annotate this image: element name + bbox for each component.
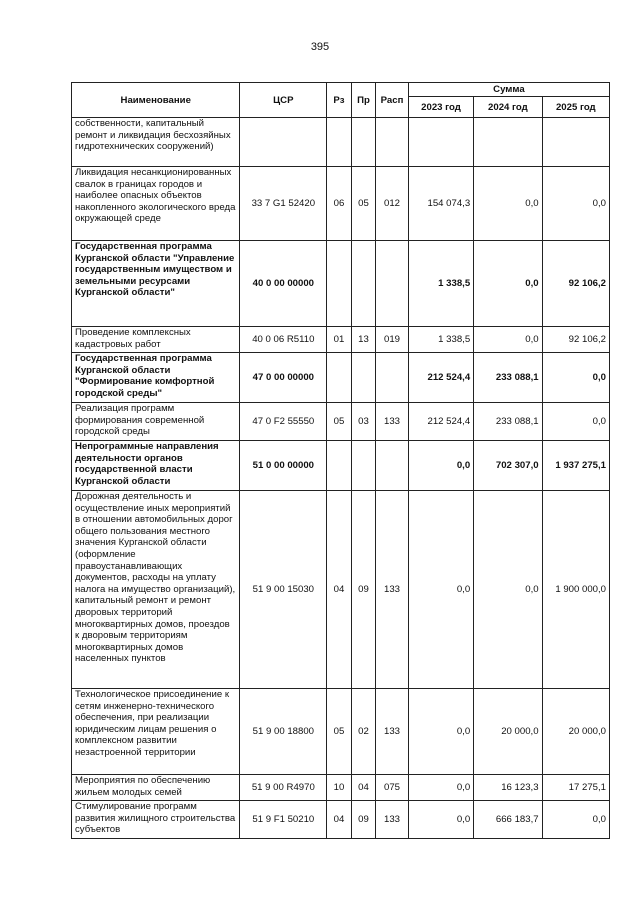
row-rz: 10 — [327, 775, 352, 801]
row-2025: 92 106,2 — [542, 241, 609, 327]
row-2023: 212 524,4 — [408, 353, 473, 403]
row-2024: 0,0 — [474, 167, 542, 241]
table-row — [72, 801, 610, 839]
row-pr: 09 — [351, 801, 376, 839]
row-2025: 0,0 — [542, 801, 609, 839]
row-2024: 233 088,1 — [474, 353, 542, 403]
row-2023: 0,0 — [408, 801, 473, 839]
row-name: собственности, капитальный ремонт и ликвидация бесхозяйных гидротехнических сооружений) — [72, 118, 240, 167]
row-pr — [351, 353, 376, 403]
row-name: Реализация программ формирования современной городской среды — [72, 403, 240, 441]
row-csr — [240, 118, 327, 167]
row-rasp: 133 — [376, 801, 409, 839]
row-rasp — [376, 441, 409, 491]
row-pr — [351, 118, 376, 167]
row-2025: 92 106,2 — [542, 327, 609, 353]
page-number: 395 — [310, 41, 330, 53]
row-2024: 20 000,0 — [474, 689, 542, 775]
row-name: Государственная программа Курганской области "Формирование комфортной городской среды" — [72, 353, 240, 403]
row-csr: 51 0 00 00000 — [240, 441, 327, 491]
row-2025 — [542, 118, 609, 167]
row-2024: 0,0 — [474, 491, 542, 689]
table-row — [72, 118, 610, 167]
header-pr: Пр — [351, 83, 376, 118]
table-row — [72, 353, 610, 403]
row-name: Мероприятия по обеспечению жильем молодых семей — [72, 775, 240, 801]
row-2025: 17 275,1 — [542, 775, 609, 801]
row-csr: 40 0 06 R5110 — [240, 327, 327, 353]
row-rz: 05 — [327, 689, 352, 775]
header-2024: 2024 год — [474, 97, 542, 118]
table-row — [72, 403, 610, 441]
row-rz: 06 — [327, 167, 352, 241]
row-csr: 51 9 00 15030 — [240, 491, 327, 689]
row-2023: 212 524,4 — [408, 403, 473, 441]
row-2025: 0,0 — [542, 353, 609, 403]
table-row — [72, 241, 610, 327]
row-pr: 04 — [351, 775, 376, 801]
row-csr: 33 7 G1 52420 — [240, 167, 327, 241]
row-pr: 13 — [351, 327, 376, 353]
row-2024: 16 123,3 — [474, 775, 542, 801]
row-rasp: 133 — [376, 403, 409, 441]
header-rasp: Расп — [376, 83, 409, 118]
row-name: Технологическое присоединение к сетям инженерно-технического обеспечения, при реализации юридическим лицам решения о комплексном развитии незастроенной территории — [72, 689, 240, 775]
row-name: Непрограммные направления деятельности органов государственной власти Курганской области — [72, 441, 240, 491]
table-row — [72, 441, 610, 491]
row-rz: 04 — [327, 801, 352, 839]
row-pr — [351, 241, 376, 327]
header-rz: Рз — [327, 83, 352, 118]
header-sum: Сумма — [408, 83, 609, 97]
row-rasp: 133 — [376, 491, 409, 689]
table-row — [72, 327, 610, 353]
row-2023: 0,0 — [408, 441, 473, 491]
row-name: Государственная программа Курганской области "Управление государственным имуществом и земельными ресурсами Курганской области" — [72, 241, 240, 327]
row-pr: 05 — [351, 167, 376, 241]
row-name: Стимулирование программ развития жилищного строительства субъектов — [72, 801, 240, 839]
row-rz — [327, 241, 352, 327]
row-2023 — [408, 118, 473, 167]
row-rz: 04 — [327, 491, 352, 689]
row-name: Дорожная деятельность и осуществление иных мероприятий в отношении автомобильных дорог общего пользования местного значения Курганской области (оформление правоустанавливающих документов, расходы на уплату налога на имущество организаций), капитальный ремонт и ремонт дворовых территорий многоквартирных домов, проездов к дворовым территориям многоквартирных домов населенных пунктов — [72, 491, 240, 689]
row-rasp — [376, 118, 409, 167]
row-rz — [327, 441, 352, 491]
row-2025: 1 937 275,1 — [542, 441, 609, 491]
row-rz: 01 — [327, 327, 352, 353]
table-row — [72, 491, 610, 689]
row-2023: 154 074,3 — [408, 167, 473, 241]
row-2025: 0,0 — [542, 167, 609, 241]
row-2024: 666 183,7 — [474, 801, 542, 839]
header-2023: 2023 год — [408, 97, 473, 118]
row-pr: 02 — [351, 689, 376, 775]
row-2024: 233 088,1 — [474, 403, 542, 441]
table-row — [72, 689, 610, 775]
row-2024: 702 307,0 — [474, 441, 542, 491]
row-rasp: 012 — [376, 167, 409, 241]
row-rz — [327, 118, 352, 167]
table-row — [72, 167, 610, 241]
row-2025: 0,0 — [542, 403, 609, 441]
header-csr: ЦСР — [240, 83, 327, 118]
row-name: Ликвидация несанкционированных свалок в границах городов и наиболее опасных объектов накопленного экологического вреда окружающей среде — [72, 167, 240, 241]
row-2024: 0,0 — [474, 241, 542, 327]
row-csr: 51 9 F1 50210 — [240, 801, 327, 839]
row-2025: 1 900 000,0 — [542, 491, 609, 689]
row-name: Проведение комплексных кадастровых работ — [72, 327, 240, 353]
table-row — [72, 775, 610, 801]
row-rasp: 075 — [376, 775, 409, 801]
row-2023: 0,0 — [408, 491, 473, 689]
row-2023: 1 338,5 — [408, 241, 473, 327]
budget-table — [71, 82, 610, 839]
row-rasp: 133 — [376, 689, 409, 775]
row-rasp — [376, 241, 409, 327]
row-2024 — [474, 118, 542, 167]
row-csr: 40 0 00 00000 — [240, 241, 327, 327]
row-rasp: 019 — [376, 327, 409, 353]
row-rz: 05 — [327, 403, 352, 441]
row-pr — [351, 441, 376, 491]
row-2023: 1 338,5 — [408, 327, 473, 353]
row-2025: 20 000,0 — [542, 689, 609, 775]
row-csr: 51 9 00 18800 — [240, 689, 327, 775]
row-2024: 0,0 — [474, 327, 542, 353]
row-pr: 03 — [351, 403, 376, 441]
row-2023: 0,0 — [408, 775, 473, 801]
header-name: Наименование — [72, 83, 240, 118]
row-rz — [327, 353, 352, 403]
row-csr: 47 0 00 00000 — [240, 353, 327, 403]
row-pr: 09 — [351, 491, 376, 689]
row-2023: 0,0 — [408, 689, 473, 775]
row-rasp — [376, 353, 409, 403]
header-2025: 2025 год — [542, 97, 609, 118]
row-csr: 51 9 00 R4970 — [240, 775, 327, 801]
row-csr: 47 0 F2 55550 — [240, 403, 327, 441]
